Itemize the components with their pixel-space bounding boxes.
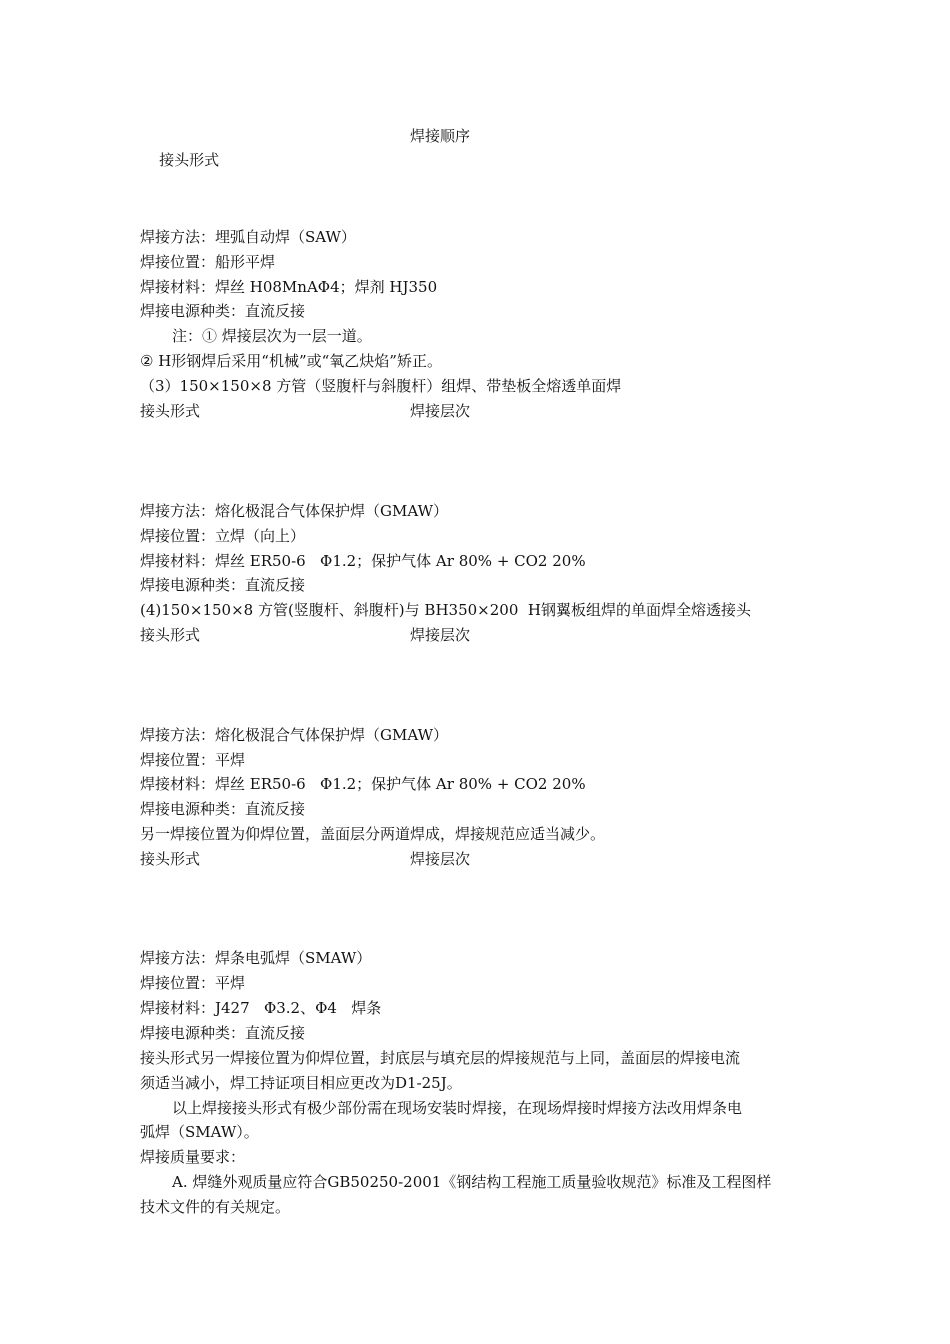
section1-note2: ② H形钢焊后采用“机械”或“氧乙炔焰”矫正。	[140, 352, 442, 370]
header-weld-sequence: 焊接顺序	[410, 127, 471, 145]
section3-title: (4)150×150×8 方管(竖腹杆、斜腹杆)与 BH350×200 H钢翼板组焊的单面焊全熔透接头	[140, 601, 751, 619]
section3-header-left: 接头形式	[140, 626, 201, 644]
section3-position: 焊接位置：平焊	[140, 751, 246, 769]
section4-extra-line1: 接头形式另一焊接位置为仰焊位置，封底层与填充层的焊接规范与上同，盖面层的焊接电流	[140, 1049, 741, 1067]
section4-header-right: 焊接层次	[410, 850, 471, 868]
section1-header	[140, 124, 220, 169]
section4-extra-line2: 须适当减小，焊工持证项目相应更改为D1-25J。	[140, 1074, 462, 1092]
section2-power: 焊接电源种类：直流反接	[140, 576, 306, 594]
section2-material: 焊接材料：焊丝 ER50-6 Φ1.2；保护气体 Ar 80% + CO2 20%	[140, 552, 586, 570]
section3-material: 焊接材料：焊丝 ER50-6 Φ1.2；保护气体 Ar 80% + CO2 20%	[140, 775, 586, 793]
section4-position: 焊接位置：平焊	[140, 974, 246, 992]
section4-power: 焊接电源种类：直流反接	[140, 1024, 306, 1042]
quality-item-a-line2: 技术文件的有关规定。	[140, 1198, 291, 1216]
section4-method: 焊接方法：焊条电弧焊（SMAW）	[140, 949, 372, 967]
summary-para-line2: 弧焊（SMAW）。	[140, 1123, 259, 1141]
quality-item-a-line1: A. 焊缝外观质量应符合GB50250-2001《钢结构工程施工质量验收规范》标准及工程图样	[172, 1173, 772, 1191]
section1-method: 焊接方法：埋弧自动焊（SAW）	[140, 228, 356, 246]
section3-extra: 另一焊接位置为仰焊位置，盖面层分两道焊成，焊接规范应适当减少。	[140, 825, 606, 843]
quality-title: 焊接质量要求：	[140, 1148, 246, 1166]
section1-note1: 注：① 焊接层次为一层一道。	[172, 327, 372, 345]
section4-material: 焊接材料：J427 Φ3.2、Φ4 焊条	[140, 999, 382, 1017]
section4-header-left: 接头形式	[140, 850, 201, 868]
section3-power: 焊接电源种类：直流反接	[140, 800, 306, 818]
section1-material: 焊接材料：焊丝 H08MnAΦ4；焊剂 HJ350	[140, 278, 438, 296]
section2-header-left: 接头形式	[140, 402, 201, 420]
section1-power: 焊接电源种类：直流反接	[140, 302, 306, 320]
section2-header-right: 焊接层次	[410, 402, 471, 420]
section3-header-right: 焊接层次	[410, 626, 471, 644]
summary-para-line1: 以上焊接接头形式有极少部份需在现场安装时焊接，在现场焊接时焊接方法改用焊条电	[172, 1099, 743, 1117]
section2-method: 焊接方法：熔化极混合气体保护焊（GMAW）	[140, 502, 448, 520]
section1-position: 焊接位置：船形平焊	[140, 253, 276, 271]
header-joint-form: 接头形式	[159, 151, 220, 169]
section2-position: 焊接位置：立焊（向上）	[140, 527, 306, 545]
section3-method: 焊接方法：熔化极混合气体保护焊（GMAW）	[140, 726, 448, 744]
section2-title: （3）150×150×8 方管（竖腹杆与斜腹杆）组焊、带垫板全熔透单面焊	[140, 377, 622, 395]
